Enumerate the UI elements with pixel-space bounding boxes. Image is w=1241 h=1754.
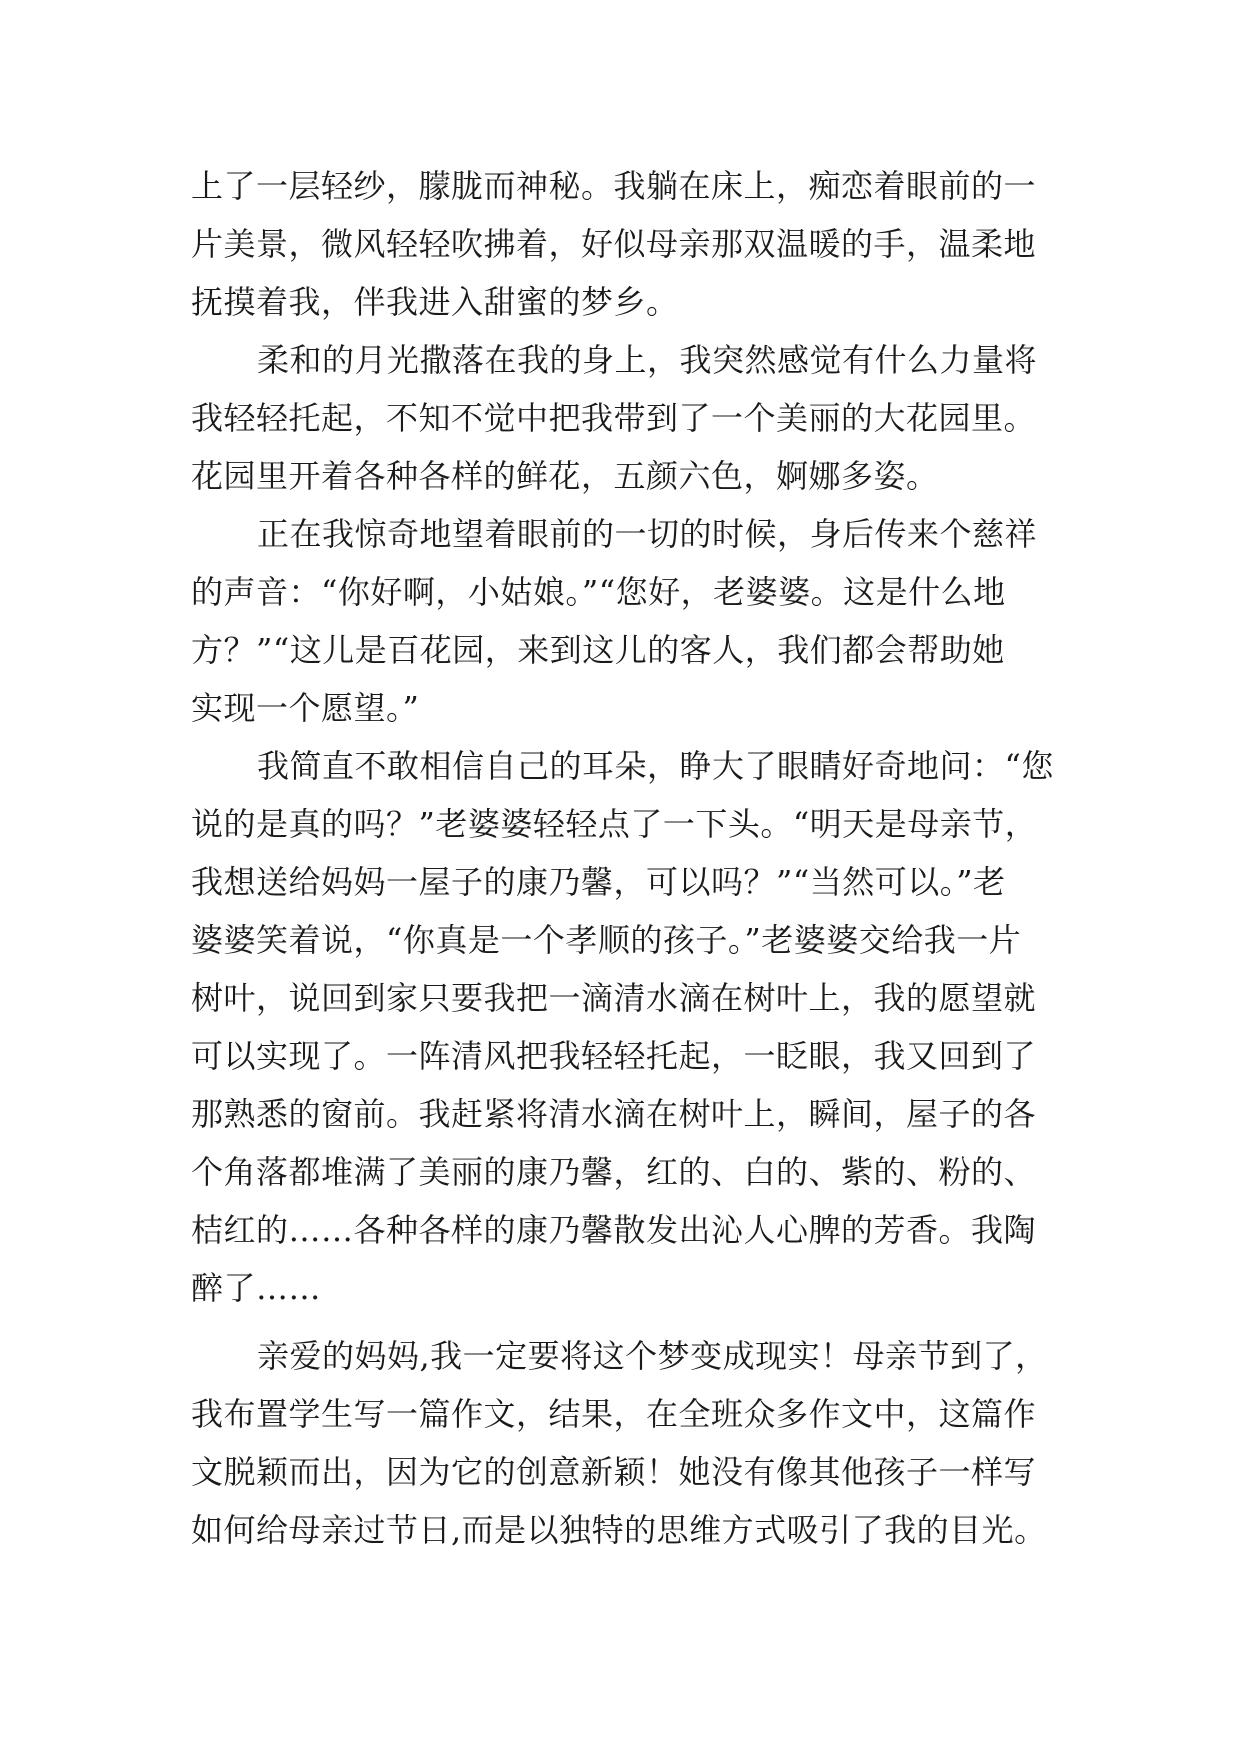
text-line: 个角落都堆满了美丽的康乃馨，红的、白的、紫的、粉的、 bbox=[191, 1153, 1037, 1191]
paragraph-1 bbox=[191, 157, 1071, 331]
text-line: 树叶，说回到家只要我把一滴清水滴在树叶上，我的愿望就 bbox=[191, 979, 1037, 1017]
paragraph-3 bbox=[191, 505, 1071, 737]
text-line: 我想送给妈妈一屋子的康乃馨，可以吗？”“当然可以。”老 bbox=[191, 863, 1006, 901]
text-line: 的声音：“你好啊，小姑娘。”“您好，老婆婆。这是什么地 bbox=[191, 573, 1006, 611]
paragraph-spacer bbox=[191, 1317, 1071, 1327]
text-line: 婆婆笑着说，“你真是一个孝顺的孩子。”老婆婆交给我一片 bbox=[191, 921, 1022, 959]
text-line: 文脱颖而出，因为它的创意新颖！她没有像其他孩子一样写 bbox=[191, 1453, 1037, 1491]
paragraph-5 bbox=[191, 1327, 1071, 1559]
text-line: 说的是真的吗？”老婆婆轻轻点了一下头。“明天是母亲节， bbox=[191, 805, 1038, 843]
text-line: 桔红的……各种各样的康乃馨散发出沁人心脾的芳香。我陶 bbox=[191, 1211, 1037, 1249]
text-line: 花园里开着各种各样的鲜花，五颜六色，婀娜多姿。 bbox=[191, 457, 939, 495]
text-line: 如何给母亲过节日,而是以独特的思维方式吸引了我的目光。 bbox=[191, 1511, 1047, 1549]
text-line: 我简直不敢相信自己的耳朵，睁大了眼睛好奇地问：“您 bbox=[257, 747, 1054, 785]
text-line: 亲爱的妈妈,我一定要将这个梦变成现实！母亲节到了， bbox=[257, 1337, 1048, 1375]
text-line: 我布置学生写一篇作文，结果，在全班众多作文中，这篇作 bbox=[191, 1395, 1037, 1433]
text-line: 片美景，微风轻轻吹拂着，好似母亲那双温暖的手，温柔地 bbox=[191, 225, 1037, 263]
text-line: 实现一个愿望。” bbox=[191, 689, 420, 727]
text-line: 柔和的月光撒落在我的身上，我突然感觉有什么力量将 bbox=[257, 341, 1038, 379]
text-line: 抚摸着我，伴我进入甜蜜的梦乡。 bbox=[191, 283, 679, 321]
text-line: 醉了…… bbox=[191, 1269, 322, 1307]
text-line: 正在我惊奇地望着眼前的一切的时候，身后传来个慈祥 bbox=[257, 515, 1038, 553]
paragraph-2 bbox=[191, 331, 1071, 505]
text-line: 上了一层轻纱，朦胧而神秘。我躺在床上，痴恋着眼前的一 bbox=[191, 167, 1037, 205]
text-line: 可以实现了。一阵清风把我轻轻托起，一眨眼，我又回到了 bbox=[191, 1037, 1037, 1075]
paragraph-4 bbox=[191, 737, 1071, 1317]
text-line: 我轻轻托起，不知不觉中把我带到了一个美丽的大花园里。 bbox=[191, 399, 1037, 437]
text-line: 那熟悉的窗前。我赶紧将清水滴在树叶上，瞬间，屋子的各 bbox=[191, 1095, 1037, 1133]
body-text bbox=[191, 157, 1071, 1559]
text-line: 方？”“这儿是百花园，来到这儿的客人，我们都会帮助她 bbox=[191, 631, 1005, 669]
